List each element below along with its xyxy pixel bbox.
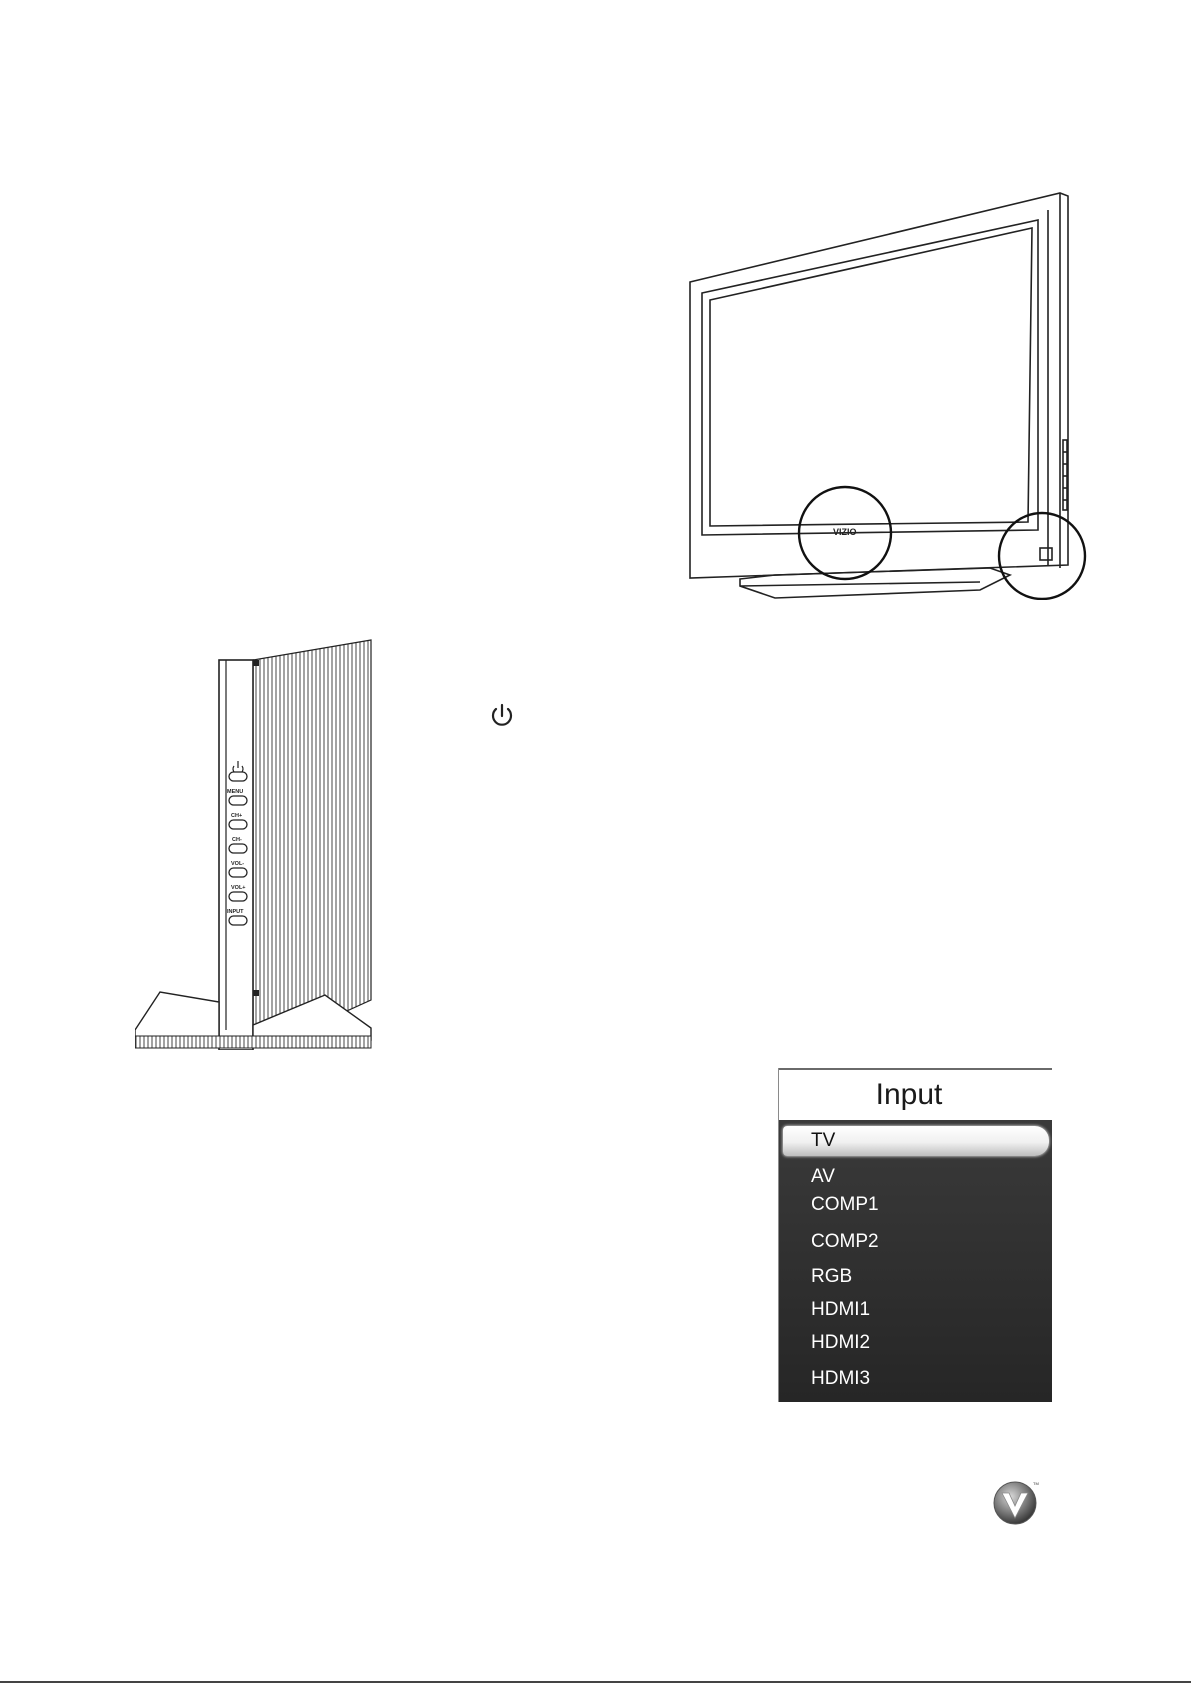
vizio-logo-icon — [992, 1478, 1042, 1528]
menu-item-hdmi1[interactable]: HDMI1 — [811, 1299, 871, 1320]
page-bottom-rule — [0, 1681, 1191, 1683]
ch-down-button[interactable] — [229, 844, 247, 853]
power-icon — [488, 702, 516, 730]
input-menu-list — [779, 1120, 1052, 1402]
menu-item-tv[interactable]: TV — [783, 1126, 1049, 1156]
side-button-label: VOL- — [231, 861, 245, 867]
vol-up-button[interactable] — [229, 892, 247, 901]
tv-brand-label: VIZIO — [833, 527, 857, 537]
menu-button[interactable] — [229, 796, 247, 805]
tv-side-body — [219, 660, 253, 1050]
tv-back-ribs — [253, 640, 371, 1030]
side-button-label: MENU — [227, 789, 244, 795]
trademark-mark: TM — [1033, 1481, 1039, 1486]
vol-down-button[interactable] — [229, 868, 247, 877]
input-menu-title: Input — [875, 1078, 943, 1111]
ch-up-button[interactable] — [229, 820, 247, 829]
power-button[interactable] — [229, 772, 247, 781]
callout-circle-power — [999, 513, 1085, 599]
menu-item-hdmi3[interactable]: HDMI3 — [811, 1368, 871, 1389]
input-menu-header — [779, 1068, 1052, 1120]
side-button-label: CH+ — [231, 813, 243, 819]
tv-side-base — [135, 1036, 371, 1048]
tv-side-stand — [135, 992, 219, 1040]
menu-item-comp2[interactable]: COMP2 — [811, 1231, 879, 1252]
tv-outer-bezel — [690, 193, 1068, 578]
menu-item-comp1[interactable]: COMP1 — [811, 1194, 879, 1215]
power-indicator — [1040, 548, 1052, 560]
side-button-label: INPUT — [227, 909, 244, 915]
menu-item-av[interactable]: AV — [811, 1166, 835, 1187]
tv-front-illustration — [680, 190, 1090, 600]
tv-side-illustration — [135, 630, 380, 1050]
input-button[interactable] — [229, 916, 247, 925]
menu-item-rgb[interactable]: RGB — [811, 1266, 853, 1287]
side-button-label: CH- — [232, 837, 242, 843]
tv-screen — [710, 228, 1032, 526]
input-menu — [778, 1068, 1051, 1402]
side-button-label: VOL+ — [231, 885, 246, 891]
menu-item-hdmi2[interactable]: HDMI2 — [811, 1332, 871, 1353]
